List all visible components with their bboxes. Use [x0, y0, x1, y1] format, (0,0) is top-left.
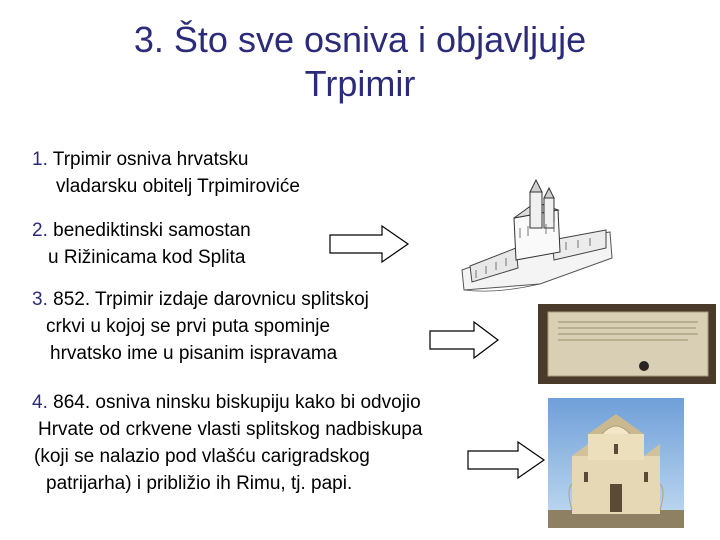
monastery-drawing-image	[456, 178, 616, 296]
item-number: 2.	[32, 220, 48, 241]
list-item-4	[32, 389, 422, 497]
item-text-line: Hrvate od crkvene vlasti splitskog nadbiskupa	[38, 419, 423, 440]
arrow-right-icon	[466, 440, 546, 480]
item-text-line: 852. Trpimir izdaje darovnicu splitskoj	[47, 289, 369, 310]
item-text-line: vladarsku obitelj Trpimiroviće	[56, 176, 300, 197]
arrow-right-icon	[328, 224, 410, 264]
charter-document-image	[538, 304, 716, 384]
title-line-2: Trpimir	[304, 63, 416, 104]
slide-title	[0, 18, 720, 106]
item-text-line: 864. osniva ninsku biskupiju kako bi odvojio	[47, 392, 421, 413]
arrow-right-icon	[428, 320, 500, 360]
item-number: 3.	[32, 289, 48, 310]
title-line-1: 3. Što sve osniva i objavljuje	[133, 19, 587, 60]
list-item-1	[32, 146, 300, 200]
item-text-line: patrijarha) i približio ih Rimu, tj. papi.	[46, 473, 353, 494]
item-text-line: hrvatsko ime u pisanim ispravama	[50, 343, 338, 364]
item-text-line: crkvi u kojoj se prvi puta spominje	[46, 316, 331, 337]
list-item-2	[32, 217, 251, 271]
item-text-line: u Rižinicama kod Splita	[48, 247, 246, 268]
item-number: 1.	[32, 149, 48, 170]
item-text-line: (koji se nalazio pod vlašću carigradskog	[34, 446, 370, 467]
item-number: 4.	[32, 392, 48, 413]
church-photo-image	[548, 398, 684, 528]
item-text-line: Trpimir osniva hrvatsku	[47, 149, 249, 170]
item-text-line: benediktinski samostan	[47, 220, 251, 241]
list-item-3	[32, 286, 369, 367]
